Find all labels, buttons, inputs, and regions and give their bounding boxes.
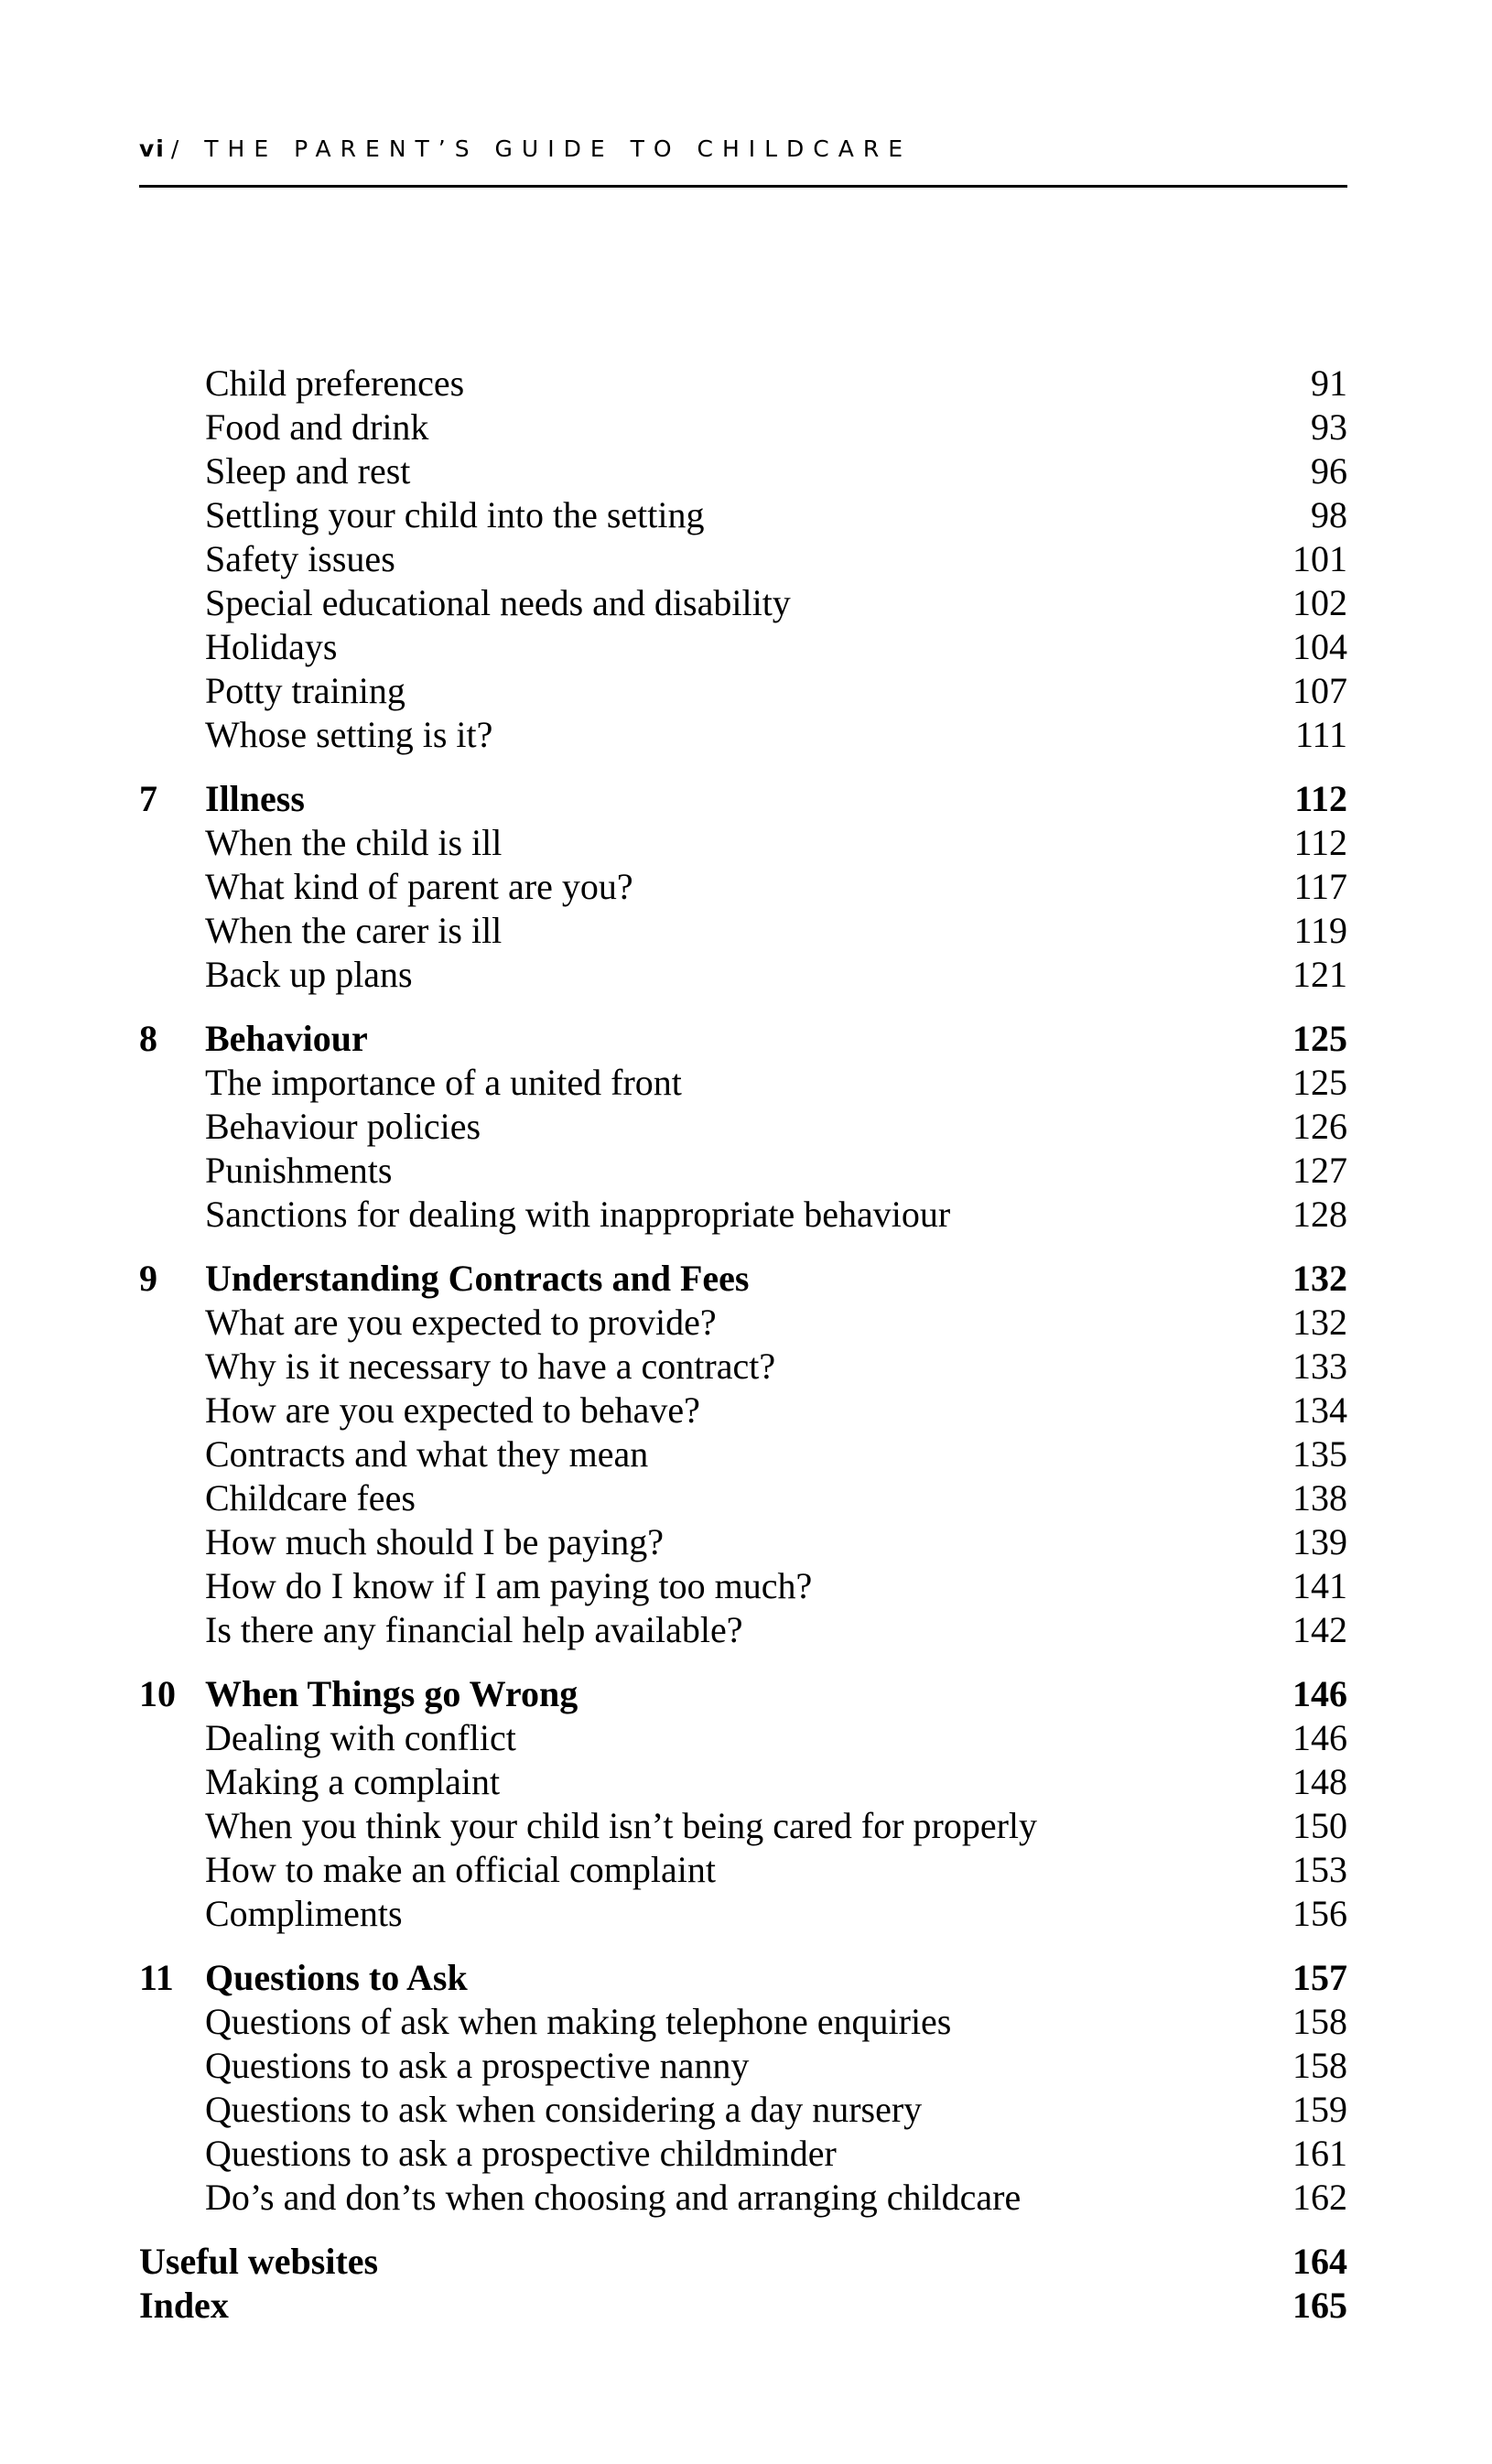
toc-entry-title: When the child is ill [205,822,503,863]
toc-entry[interactable] [139,1345,1347,1389]
end-matter-page: 164 [1292,2241,1347,2282]
toc-entry-title: How to make an official complaint [205,1849,716,1890]
toc-entry-title: Contracts and what they mean [205,1433,649,1475]
toc-entry-page: 150 [1292,1805,1347,1846]
toc-entry-page: 96 [1311,450,1347,492]
toc-entry-page: 148 [1292,1761,1347,1802]
toc-entry-page: 142 [1292,1609,1347,1650]
toc-entry-page: 138 [1292,1477,1347,1518]
toc-entry[interactable] [139,2088,1347,2132]
chapter-page: 146 [1292,1673,1347,1714]
toc-entry-title: How are you expected to behave? [205,1389,700,1431]
toc-entry-title: Questions to ask a prospective nanny [205,2045,750,2086]
end-matter-page: 165 [1292,2285,1347,2326]
toc-entry-page: 121 [1292,954,1347,995]
toc-entry-title: Childcare fees [205,1477,416,1518]
folio: vi [139,135,166,162]
toc-entry-page: 133 [1292,1345,1347,1387]
toc-entry-page: 91 [1311,362,1347,404]
chapter-title: Questions to Ask [205,1957,468,1998]
continued-sections [139,362,1347,757]
toc-entry[interactable] [139,537,1347,581]
toc-entry-title: Holidays [205,626,338,667]
chapter-number: 7 [139,778,157,819]
toc-entry[interactable] [139,1804,1347,1848]
toc-entry-page: 162 [1292,2177,1347,2218]
chapter-8-group [139,1017,1347,1237]
toc-entry[interactable] [139,362,1347,405]
toc-entry[interactable] [139,669,1347,713]
chapter-number: 11 [139,1957,174,1998]
toc-entry-page: 139 [1292,1521,1347,1562]
toc-entry-page: 156 [1292,1893,1347,1934]
toc-entry-title: Behaviour policies [205,1106,481,1147]
toc-entry-title: Is there any financial help available? [205,1609,743,1650]
end-matter-entry[interactable] [139,2240,1347,2284]
toc-entry[interactable] [139,2044,1347,2088]
toc-entry-title: Safety issues [205,538,395,579]
chapter-title: When Things go Wrong [205,1673,578,1714]
toc-entry[interactable] [139,2000,1347,2044]
toc-entry-page: 153 [1292,1849,1347,1890]
toc-entry[interactable] [139,2132,1347,2176]
toc-entry-title: When you think your child isn’t being cared for properly [205,1805,1038,1846]
toc-entry[interactable] [139,1476,1347,1520]
toc-entry-title: Special educational needs and disability [205,582,791,623]
chapter-heading[interactable] [139,777,1347,821]
toc-entry-page: 159 [1292,2089,1347,2130]
chapter-10-group [139,1672,1347,1936]
toc-entry-title: Sleep and rest [205,450,411,492]
chapter-number: 10 [139,1673,176,1714]
toc-entry[interactable] [139,1061,1347,1105]
toc-entry[interactable] [139,1432,1347,1476]
toc-entry[interactable] [139,581,1347,625]
chapter-7-group [139,777,1347,997]
toc-entry-page: 132 [1292,1302,1347,1343]
toc-entry-page: 127 [1292,1150,1347,1191]
chapter-title: Illness [205,778,305,819]
toc-entry-page: 141 [1292,1565,1347,1606]
toc-entry[interactable] [139,625,1347,669]
chapter-title: Behaviour [205,1018,368,1059]
toc-entry-title: Back up plans [205,954,413,995]
chapter-title: Understanding Contracts and Fees [205,1258,750,1299]
toc-entry[interactable] [139,821,1347,865]
toc-entry-title: Potty training [205,670,405,711]
toc-entry-page: 93 [1311,406,1347,448]
running-head [139,135,912,162]
chapter-heading[interactable] [139,1257,1347,1301]
end-matter-title: Index [139,2285,229,2326]
toc-entry-page: 107 [1292,670,1347,711]
toc-entry[interactable] [139,953,1347,997]
end-matter-title: Useful websites [139,2241,379,2282]
toc-entry-title: What kind of parent are you? [205,866,633,907]
toc-entry-title: Questions to ask a prospective childminder [205,2133,837,2174]
table-of-contents [139,362,1347,2328]
toc-entry-title: What are you expected to provide? [205,1302,717,1343]
running-head-separator: / [170,135,189,162]
toc-entry-page: 158 [1292,2045,1347,2086]
toc-entry[interactable] [139,1564,1347,1608]
toc-entry-page: 128 [1292,1194,1347,1235]
toc-entry-title: Child preferences [205,362,465,404]
toc-entry[interactable] [139,493,1347,537]
toc-entry-title: Questions of ask when making telephone enquiries [205,2001,952,2042]
toc-entry-page: 134 [1292,1389,1347,1431]
end-matter-group [139,2240,1347,2328]
toc-entry-title: Punishments [205,1150,393,1191]
toc-entry-title: How much should I be paying? [205,1521,665,1562]
toc-entry-page: 104 [1292,626,1347,667]
toc-entry-title: The importance of a united front [205,1062,682,1103]
toc-entry-title: Why is it necessary to have a contract? [205,1345,776,1387]
chapter-heading[interactable] [139,1672,1347,1716]
toc-entry-title: Questions to ask when considering a day nursery [205,2089,923,2130]
chapter-number: 9 [139,1258,157,1299]
toc-entry-page: 146 [1292,1717,1347,1758]
chapter-page: 125 [1292,1018,1347,1059]
toc-entry[interactable] [139,405,1347,449]
toc-entry[interactable] [139,449,1347,493]
toc-entry-page: 117 [1293,866,1347,907]
chapter-page: 157 [1292,1957,1347,1998]
toc-entry-page: 98 [1311,494,1347,535]
toc-entry[interactable] [139,909,1347,953]
toc-entry-title: Whose setting is it? [205,714,493,755]
toc-entry-page: 161 [1292,2133,1347,2174]
toc-entry-page: 158 [1292,2001,1347,2042]
toc-entry[interactable] [139,1848,1347,1892]
toc-entry-title: How do I know if I am paying too much? [205,1565,813,1606]
toc-entry-title: Compliments [205,1893,403,1934]
chapter-page: 112 [1294,778,1347,819]
chapter-heading[interactable] [139,1956,1347,2000]
chapter-number: 8 [139,1018,157,1059]
toc-entry-page: 119 [1293,910,1347,951]
toc-entry-page: 102 [1292,582,1347,623]
toc-entry[interactable] [139,865,1347,909]
toc-entry-page: 112 [1293,822,1347,863]
toc-entry-page: 111 [1294,714,1347,755]
toc-entry-page: 125 [1292,1062,1347,1103]
toc-entry-page: 101 [1292,538,1347,579]
toc-entry-title: When the carer is ill [205,910,503,951]
toc-entry[interactable] [139,713,1347,757]
chapter-heading[interactable] [139,1017,1347,1061]
toc-entry[interactable] [139,1520,1347,1564]
end-matter-entry[interactable] [139,2284,1347,2328]
toc-entry-title: Food and drink [205,406,429,448]
toc-entry-title: Dealing with conflict [205,1717,516,1758]
toc-entry[interactable] [139,1149,1347,1193]
toc-entry[interactable] [139,1389,1347,1432]
toc-entry[interactable] [139,1301,1347,1345]
toc-entry-title: Sanctions for dealing with inappropriate behaviour [205,1194,951,1235]
toc-entry-page: 135 [1292,1433,1347,1475]
header-rule [139,185,1347,188]
chapter-page: 132 [1292,1258,1347,1299]
toc-entry-page: 126 [1292,1106,1347,1147]
chapter-9-group [139,1257,1347,1652]
toc-entry[interactable] [139,1716,1347,1760]
toc-entry[interactable] [139,1608,1347,1652]
toc-entry[interactable] [139,1105,1347,1149]
toc-entry-title: Making a complaint [205,1761,501,1802]
toc-entry[interactable] [139,1892,1347,1936]
book-title: THE PARENT’S GUIDE TO CHILDCARE [204,135,913,162]
toc-entry[interactable] [139,2176,1347,2220]
toc-entry[interactable] [139,1193,1347,1237]
toc-entry[interactable] [139,1760,1347,1804]
chapter-11-group [139,1956,1347,2220]
toc-entry-title: Do’s and don’ts when choosing and arranging childcare [205,2177,1022,2218]
toc-entry-title: Settling your child into the setting [205,494,705,535]
